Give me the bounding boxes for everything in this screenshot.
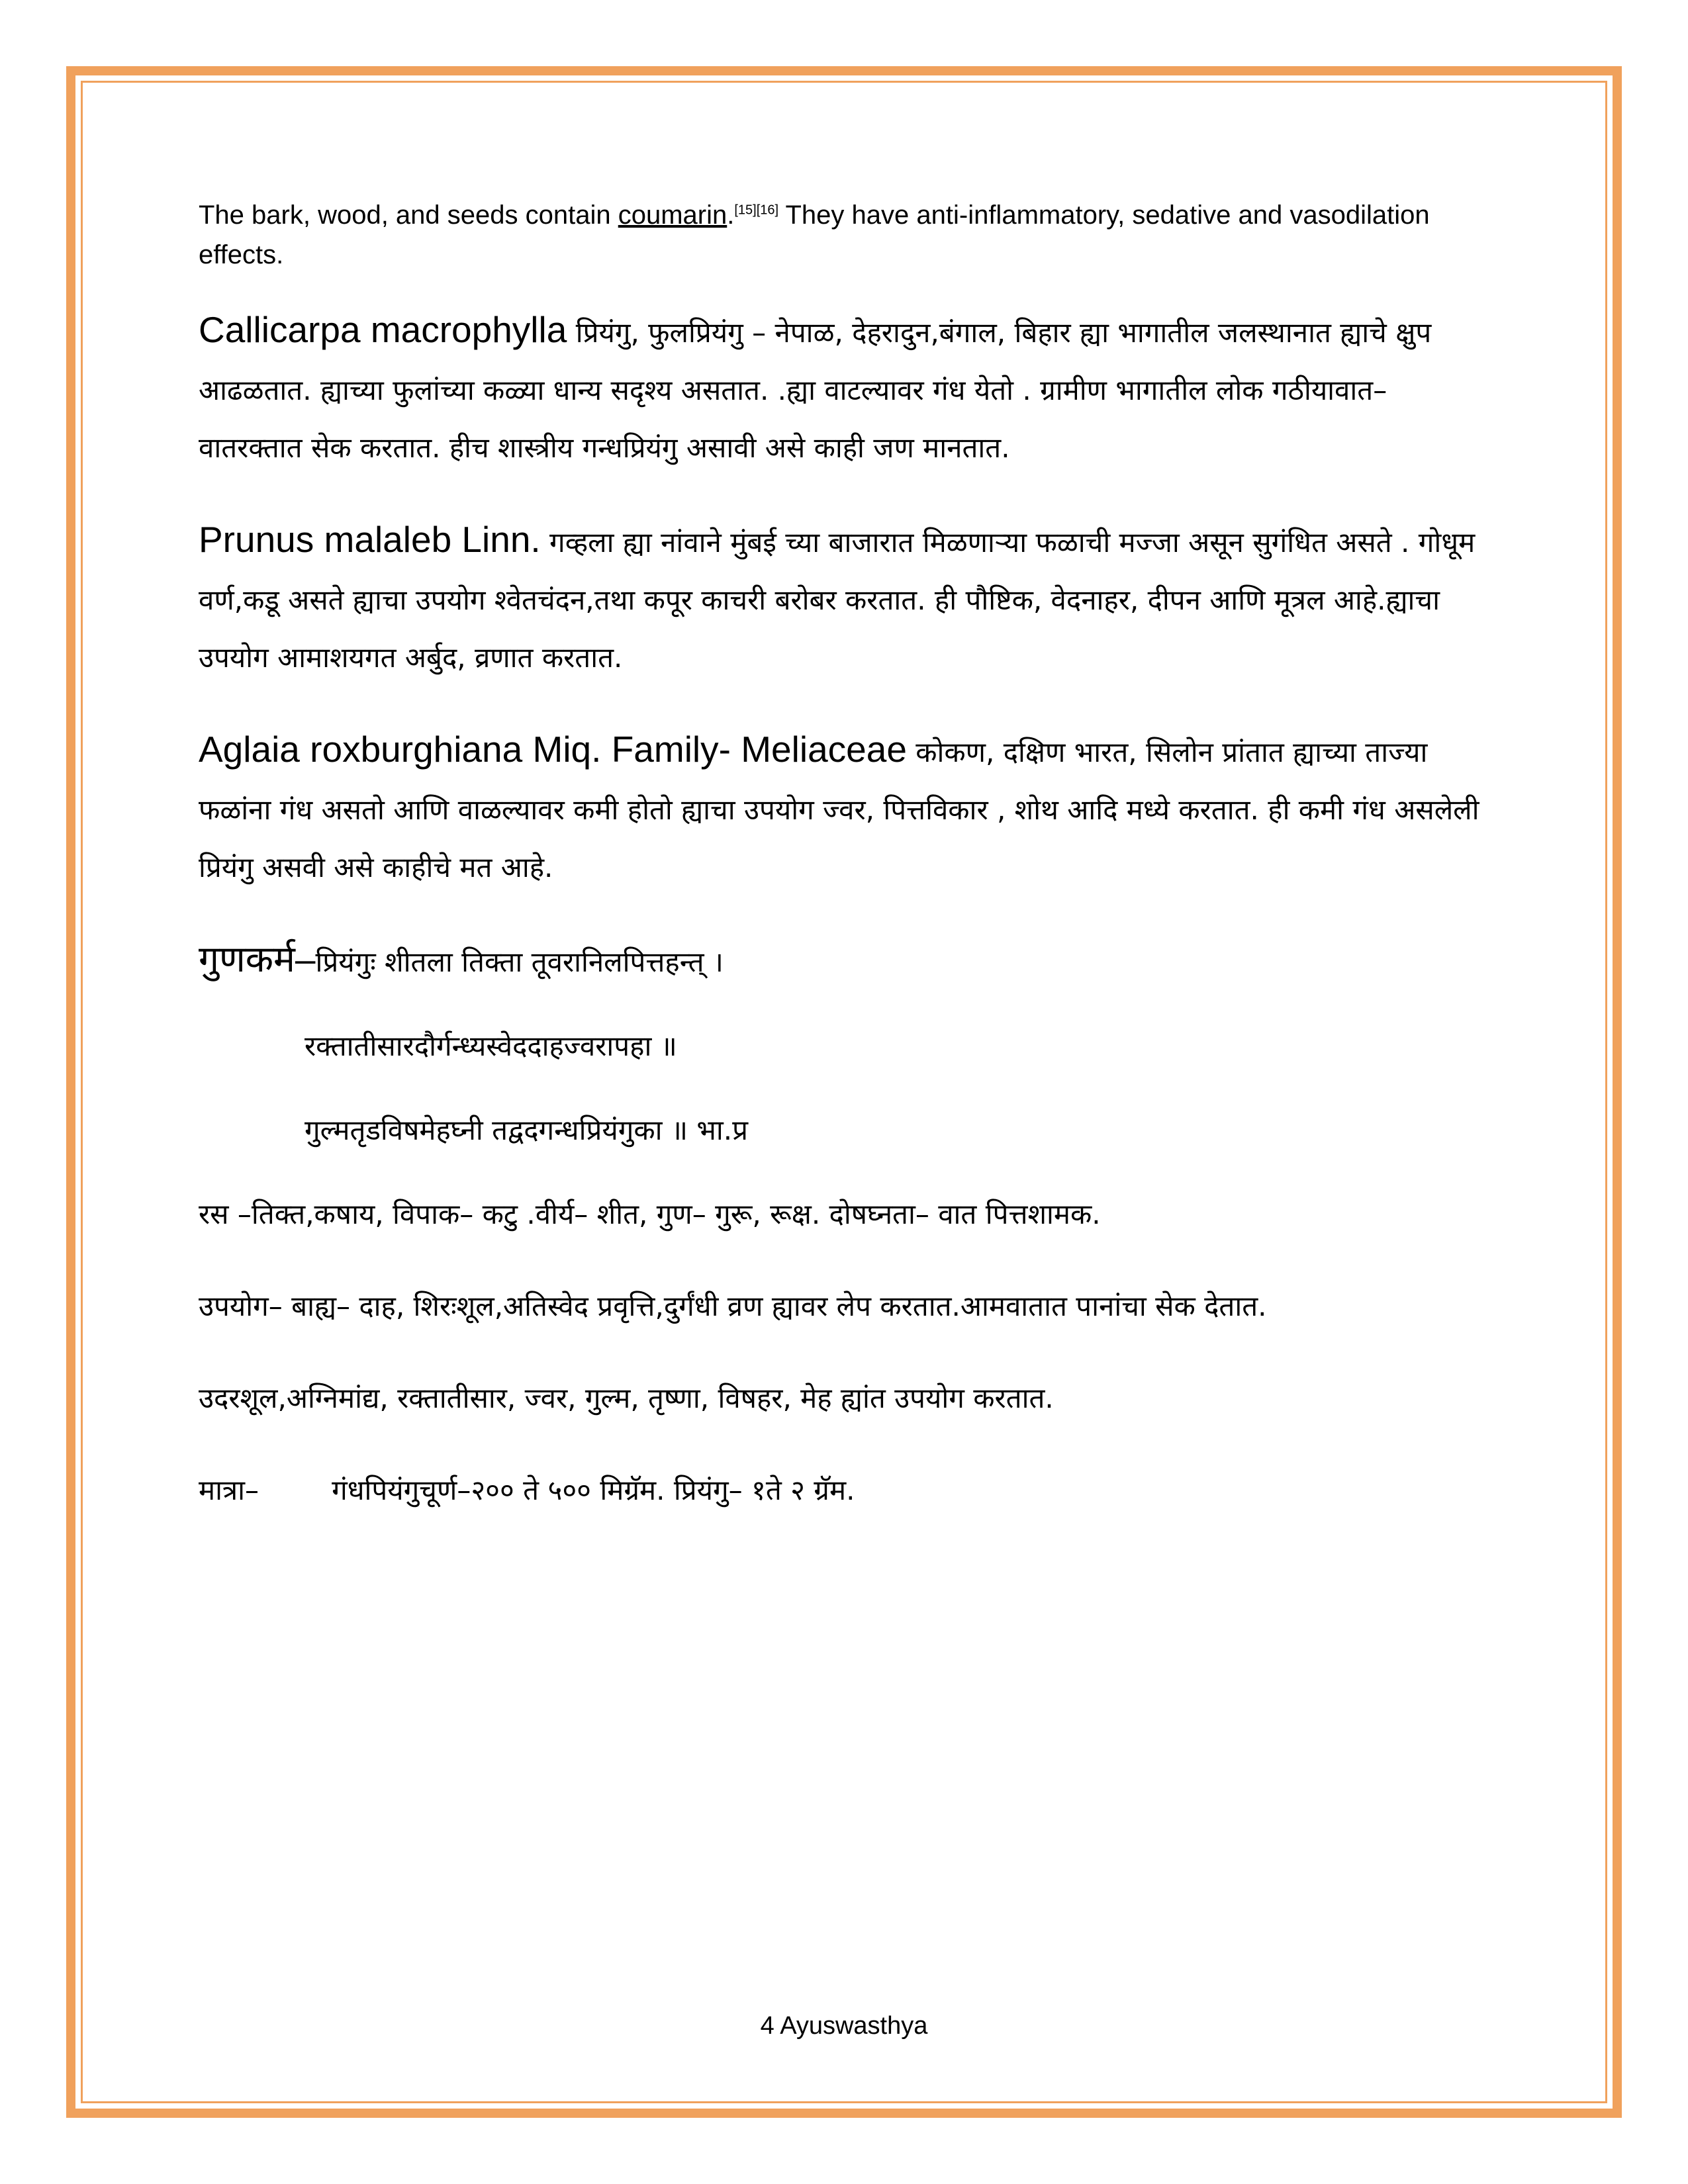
dose-paragraph bbox=[199, 1461, 1489, 1519]
verse-line-3: गुल्मतृडविषमेहघ्नी तद्वदगन्धप्रियंगुका ॥ भा.प्र bbox=[305, 1114, 749, 1146]
intro-text: The bark, wood, and seeds contain bbox=[199, 201, 618, 230]
latin-name: Callicarpa macrophylla bbox=[199, 309, 567, 350]
section-text: गव्हला ह्या नांवाने मुंबई च्या बाजारात मिळणाऱ्या फळाची मज्जा असून सुगंधित असते . गोधूम वर्ण,कडू असते ह्याचा उपयोग श्वेतचंदन,तथा कपूर काचरी बरोबर करतात. ही पौष्टिक, वेदनाहर, दीपन आणि मूत्रल आहे.ह्याचा उपयोग आमाशयगत अर्बुद, व्रणात करतात. bbox=[199, 526, 1476, 674]
section-prunus bbox=[199, 511, 1489, 686]
verse-line-2: रक्तातीसारदौर्गन्ध्यस्वेददाहज्वरापहा ॥ bbox=[305, 1030, 677, 1062]
usage-paragraph-1: उपयोग– बाह्य– दाह, शिरःशूल,अतिस्वेद प्रवृत्ति,दुर्गंधी व्रण ह्यावर लेप करतात.आमवातात पानांचा सेक देतात. bbox=[199, 1290, 1267, 1322]
verse-line-1 bbox=[199, 931, 1489, 991]
section-callicarpa bbox=[199, 301, 1489, 477]
reference-links[interactable]: [15][16] bbox=[734, 203, 779, 218]
gunakarma-heading: गुणकर्म– bbox=[199, 938, 316, 979]
dose-label: मात्रा– bbox=[199, 1474, 259, 1506]
page-content bbox=[199, 195, 1489, 1553]
latin-name: Prunus malaleb Linn. bbox=[199, 519, 541, 560]
section-text: कोकण, दक्षिण भारत, सिलोन प्रांतात ह्याच्या ताज्या फळांना गंध असतो आणि वाळल्यावर कमी होतो ह्याचा उपयोग ज्वर, पित्तविकार , शोथ आदि मध्ये करतात. ही कमी गंध असलेली प्रियंगु असवी असे काहीचे मत आहे. bbox=[199, 736, 1479, 884]
usage-paragraph-2: उदरशूल,अग्निमांद्य, रक्तातीसार, ज्वर, गुल्म, तृष्णा, विषहर, मेह ह्यांत उपयोग करतात. bbox=[199, 1382, 1054, 1414]
properties-paragraph: रस –तिक्त,कषाय, विपाक– कटु .वीर्य– शीत, गुण– गुरू, रूक्ष. दोषघ्नता– वात पित्तशामक. bbox=[199, 1198, 1101, 1230]
page-footer: 4 Ayuswasthya bbox=[760, 2012, 928, 2040]
section-aglaia bbox=[199, 721, 1489, 896]
intro-period: . bbox=[727, 201, 735, 230]
section-text: प्रियंगु, फुलप्रियंगु – नेपाळ, देहरादुन,बंगाल, बिहार ह्या भागातील जलस्थानात ह्याचे क्षुप आढळतात. ह्याच्या फुलांच्या कळ्या धान्य सदृश्य असतात. .ह्या वाटल्यावर गंध येतो . ग्रामीण भागातील लोक गठीयावात– वातरक्तात सेक करतात. हीच शास्त्रीय गन्धप्रियंगु असावी असे काही जण मानतात. bbox=[199, 316, 1432, 464]
intro-paragraph bbox=[199, 195, 1489, 275]
coumarin-link[interactable]: coumarin bbox=[618, 201, 727, 230]
intro-rest: They have anti-inflammatory, sedative and vasodilation effects. bbox=[199, 201, 1430, 269]
verse-text: प्रियंगुः शीतला तिक्ता तूवरानिलपित्तहन्त् । bbox=[315, 946, 724, 978]
dose-text: गंधपियंगुचूर्ण–२०० ते ५०० मिग्रॅम. प्रियंगु– १ते २ ग्रॅम. bbox=[332, 1474, 855, 1506]
latin-name: Aglaia roxburghiana Miq. Family- Meliaceae bbox=[199, 729, 907, 770]
